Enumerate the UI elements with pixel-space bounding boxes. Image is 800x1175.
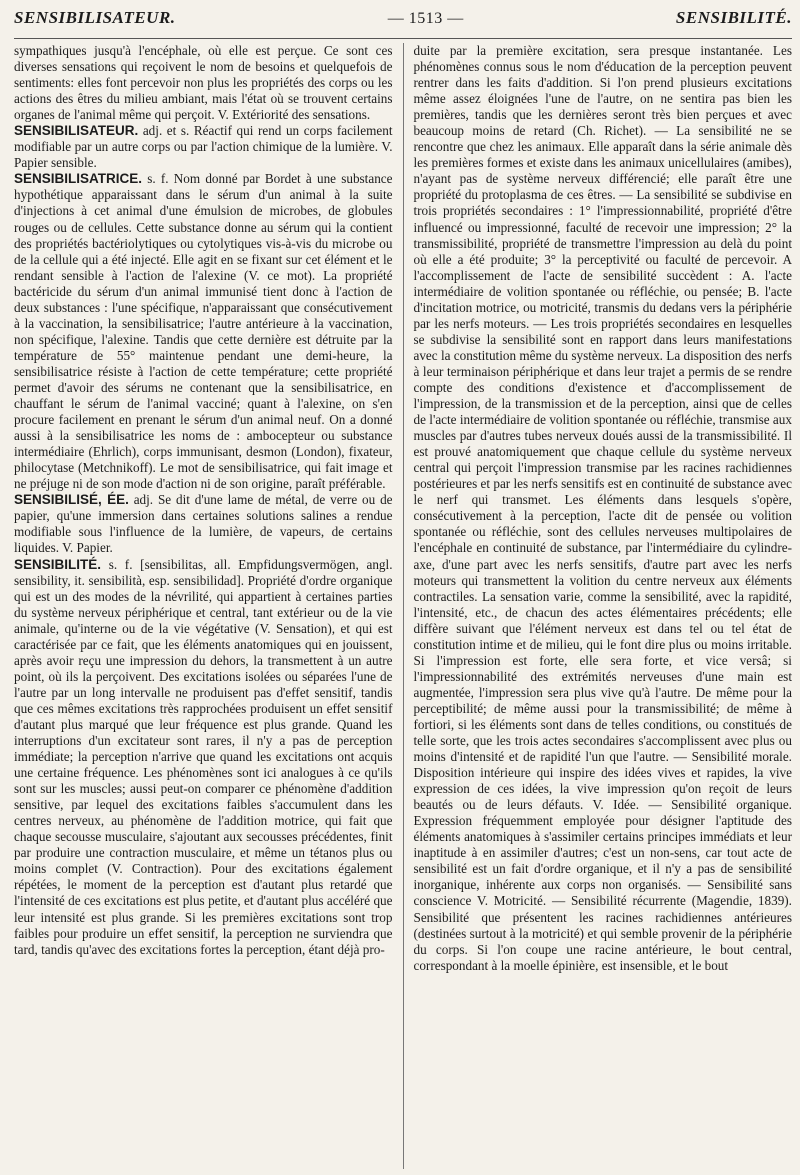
entry-text: duite par la première excitation, sera presque instantanée. Les phénomènes connus sous le nom d'éducation de la perception peuvent rentrer dans les faits d'addition. Si l'on prend plusieurs excitations même assez éloignées l'une de l'autre, on ne sentira pas bien les premières, tandis que les dernières seront très bien perçues et avec beaucoup moins de retard (Ch. Richet). — La sensibilité ne se rencontre que chez les animaux. Elle apparaît dans la série animale dès les premières formes et existe dans les animaux unicellulaires (amibes), n'ayant pas de système nerveux différencié; elle paraît être une propriété du protoplasma de ces êtres. — La sensibilité se subdivise en trois propriétés secondaires : 1° l'impressionnabilité, propriété d'être influencé ou impressionné, faculté de recevoir une impression; 2° la transmissibilité, propriété de transmettre l'impression au delà du point où elle a été produite; 3° la perceptivité ou faculté de percevoir. A l'accomplissement de l'acte de sensibilité succèdent : A. l'acte intermédiaire de volition spontanée ou réfléchie, ou pensée; B. l'acte d'incitation motrice, ou motricité, transmis du dedans vers la périphérie par les nerfs moteurs. — Les trois propriétés secondaires en lesquelles se subdivise la sensibilité sont en rapport dans leurs manifestations avec la constitution même du système nerveux. La disposition des nerfs à leur terminaison périphérique et dans leur trajet a permis de se rendre compte des conditions d'existence et d'accomplissement de l'impression, de la transmission et de la perception, ainsi que de celles de l'acte intermédiaire de volition spontanée ou réfléchie, transmise aux muscles par d'autres tubes nerveux doués aussi de la transmissibilité. Il est prouvé anatomiquement que chaque cellule du système nerveux central qui perçoit l'impression transmise par les racines rachidiennes postérieures et par les nerfs sensitifs est en continuité de substance avec le nerf qui transmet. Les éléments dans lesquels s'opère, consécutivement à la perception, l'acte dit de pensée ou volition spontanée ou réfléchie, sont des cellules nerveuses multipolaires de l'encéphale en continuité de substance, par l'intermédiaire du cylindre-axe, d'une part avec les nerfs sensitifs, d'autre part avec les nerfs moteurs qui transmettent la volition du centre nerveux aux éléments contractiles. La sensation varie, comme la sensibilité, avec la rapidité, l'intensité, etc., de chacun des actes élémentaires précédents; elle diffère suivant que l'élément nerveux est dans tel ou tel état de constitution intime et de milieu, qui le font dire plus ou moins irritable. Si l'impression est forte, elle sera forte, et vice versâ; si l'impressionnabilité des extrémités nerveuses d'une main est augmentée, l'impression sera plus vive qu'à l'autre. De même pour la perceptibilité; de même aussi pour la transmissibilité; de même à fortiori, si les éléments sont dans de telles conditions, ou constitués de telle sorte, que les trois actes secondaires s'accomplissent avec plus ou moins d'intensité et de rapidité l'un que l'autre. — Sensibilité morale. Disposition intérieure qui inspire des idées vives et rapides, la vive expression de ces idées, la vive impression qu'on reçoit de leurs beautés ou de leurs défauts. V. Idée. — Sensibilité organique. Expression fréquemment employée pour désigner l'aptitude des éléments anatomiques à s'assimiler certains principes immédiats et leur inaptitude à en assimiler d'autres; c'est un non-sens, car tout acte de sensibilité est un fait d'ordre organique, et il n'y a pas de sensibilité inorganique, inhérente aux corps non organisés. — Sensibilité sans conscience V. Motricité. — Sensibilité récurrente (Magendie, 1839). Sensibilité que présentent les racines rachidiennes antérieures (destinées surtout à la motricité) et qui semble provenir de la périphérie du corps. Si l'on coupe une racine antérieure, le bout central, correspondant à la moelle épinière, est insensible, et le bout bbox=[413, 43, 792, 973]
left-column bbox=[14, 43, 393, 1169]
entry-text: adj. et s. Réactif qui rend un corps facilement modifiable par un autre corps ou par l'action chimique de la lumière. V. Papier sensible. bbox=[14, 123, 393, 171]
right-column bbox=[413, 43, 792, 1169]
entry-text: s. f. Nom donné par Bordet à une substance hypothétique apparaissant dans le sérum d'un animal à la suite d'injections à cet animal d'une émulsion de microbes, de globules rouges ou de cellules. Cette substance donne au sérum qui la contient des propriétés bactériolytiques ou cytolytiques vis-à-vis du microbe ou de la cellule qui a été injecté. Elle agit en se fixant sur cet élément et le rendant sensible à l'action de l'alexine (V. ce mot). La propriété bactéricide du sérum d'un animal immunisé tient donc à l'action de deux substances : l'une spécifique, n'apparaissant que consécutivement à la vaccination, la sensibilisatrice; l'autre antérieure à la vaccination, non spécifique, l'alexine. Tandis que cette dernière est détruite par la température de 55° maintenue pendant une demi-heure, la sensibilisatrice résiste à l'action de cette température; cette propriété permet d'avoir des sérums ne contenant que la sensibilisatrice, en chauffant le sérum de l'animal vacciné; quant à l'alexine, on s'en procure facilement en prenant le sérum d'un animal neuf. On a donné aussi à la sensibilisatrice les noms de : ambocepteur ou substance intermédiaire (Ehrlich), corps immunisant, desmon (London), fixateur, philocytase (Metchnikoff). Le mot de sensibilisatrice, qui fait image et ne préjuge ni de son mode d'action ni de son origine, paraît préférable. bbox=[14, 171, 393, 492]
header-right-term: SENSIBILITÉ. bbox=[675, 8, 792, 27]
entry-continuation bbox=[14, 43, 393, 123]
entry-headword: SENSIBILISÉ, ÉE. bbox=[14, 492, 129, 508]
running-header bbox=[14, 8, 792, 39]
two-column-body bbox=[14, 43, 792, 1169]
entry-headword: SENSIBILISATEUR. bbox=[14, 123, 139, 139]
entry-continuation bbox=[413, 43, 792, 974]
header-left-term: SENSIBILISATEUR. bbox=[14, 8, 176, 27]
entry-sensibilite bbox=[14, 557, 393, 958]
entry-text: sympathiques jusqu'à l'encéphale, où elle est perçue. Ce sont ces diverses sensations qui reçoivent le nom de besoins et quelquefois de sentiments: elles font percevoir non plus les propriétés des corps ou les actions des êtres du milieu ambiant, mais l'état où se trouvent certains organes de l'animal même qui perçoit. V. Extériorité des sensations. bbox=[14, 43, 393, 123]
page-number: — 1513 — bbox=[387, 10, 464, 27]
entry-text: adj. Se dit d'une lame de métal, de verre ou de papier, qu'une immersion dans certaines solutions salines a rendue modifiable sous l'influence de la lumière, de vapeurs, de certains liquides. V. Papier. bbox=[14, 492, 393, 556]
column-divider bbox=[403, 43, 404, 1169]
entry-headword: SENSIBILISATRICE. bbox=[14, 171, 143, 187]
entry-headword: SENSIBILITÉ. bbox=[14, 556, 102, 572]
entry-sensibilisatrice bbox=[14, 171, 393, 492]
entry-text: s. f. [sensibilitas, all. Empfidungsvermögen, angl. sensibility, it. sensibilità, esp. sensibilidad]. Propriété d'ordre organique qui est un des modes de la névrilité, qui appartient à certaines parties du système nerveux périphérique et central, tant extérieur ou de la vie animale, qu'interne ou de la vie végétative (V. Sensation), et qui est caractérisée par ce fait, que les éléments anatomiques qui en jouissent, après avoir reçu une impression du dehors, la transmettent à un autre point, où ils la perçoivent. Des excitations isolées ou séparées l'une de l'autre par un long intervalle ne produisent pas d'effet sensitif, tandis que ces mêmes excitations très rapprochées produisent un effet sensitif d'autant plus marqué que leur fréquence est plus grande. Quand les interruptions d'un excitateur sont rares, il n'y a pas de perception immédiate; la perception n'arrive que quand les excitations ont acquis une certaine fréquence. Les phénomènes sont ici analogues à ce qu'ils sont sur les muscles; aussi peut-on comparer ce phénomène d'addition sensitive, par lequel des excitations faibles s'accumulent dans les centres nerveux, au phénomène de l'addition motrice, qui fait que chaque secousse musculaire, s'ajoutant aux secousses précédentes, finit par produire une contraction musculaire, et même un tétanos plus ou moins complet (V. Contraction). Pour des excitations également répétées, le moment de la perception est d'autant plus retardé que l'intensité de ces excitations est plus petite, et d'autant plus accéléré que leur intensité est plus grande. Si les premières excitations sont trop faibles pour produire un effet sensitif, la perception ne surviendra que tard, tandis qu'avec des excitations fortes la perception, étant déjà pro- bbox=[14, 556, 393, 957]
entry-sensibilisateur bbox=[14, 123, 393, 171]
entry-sensibilise bbox=[14, 492, 393, 556]
